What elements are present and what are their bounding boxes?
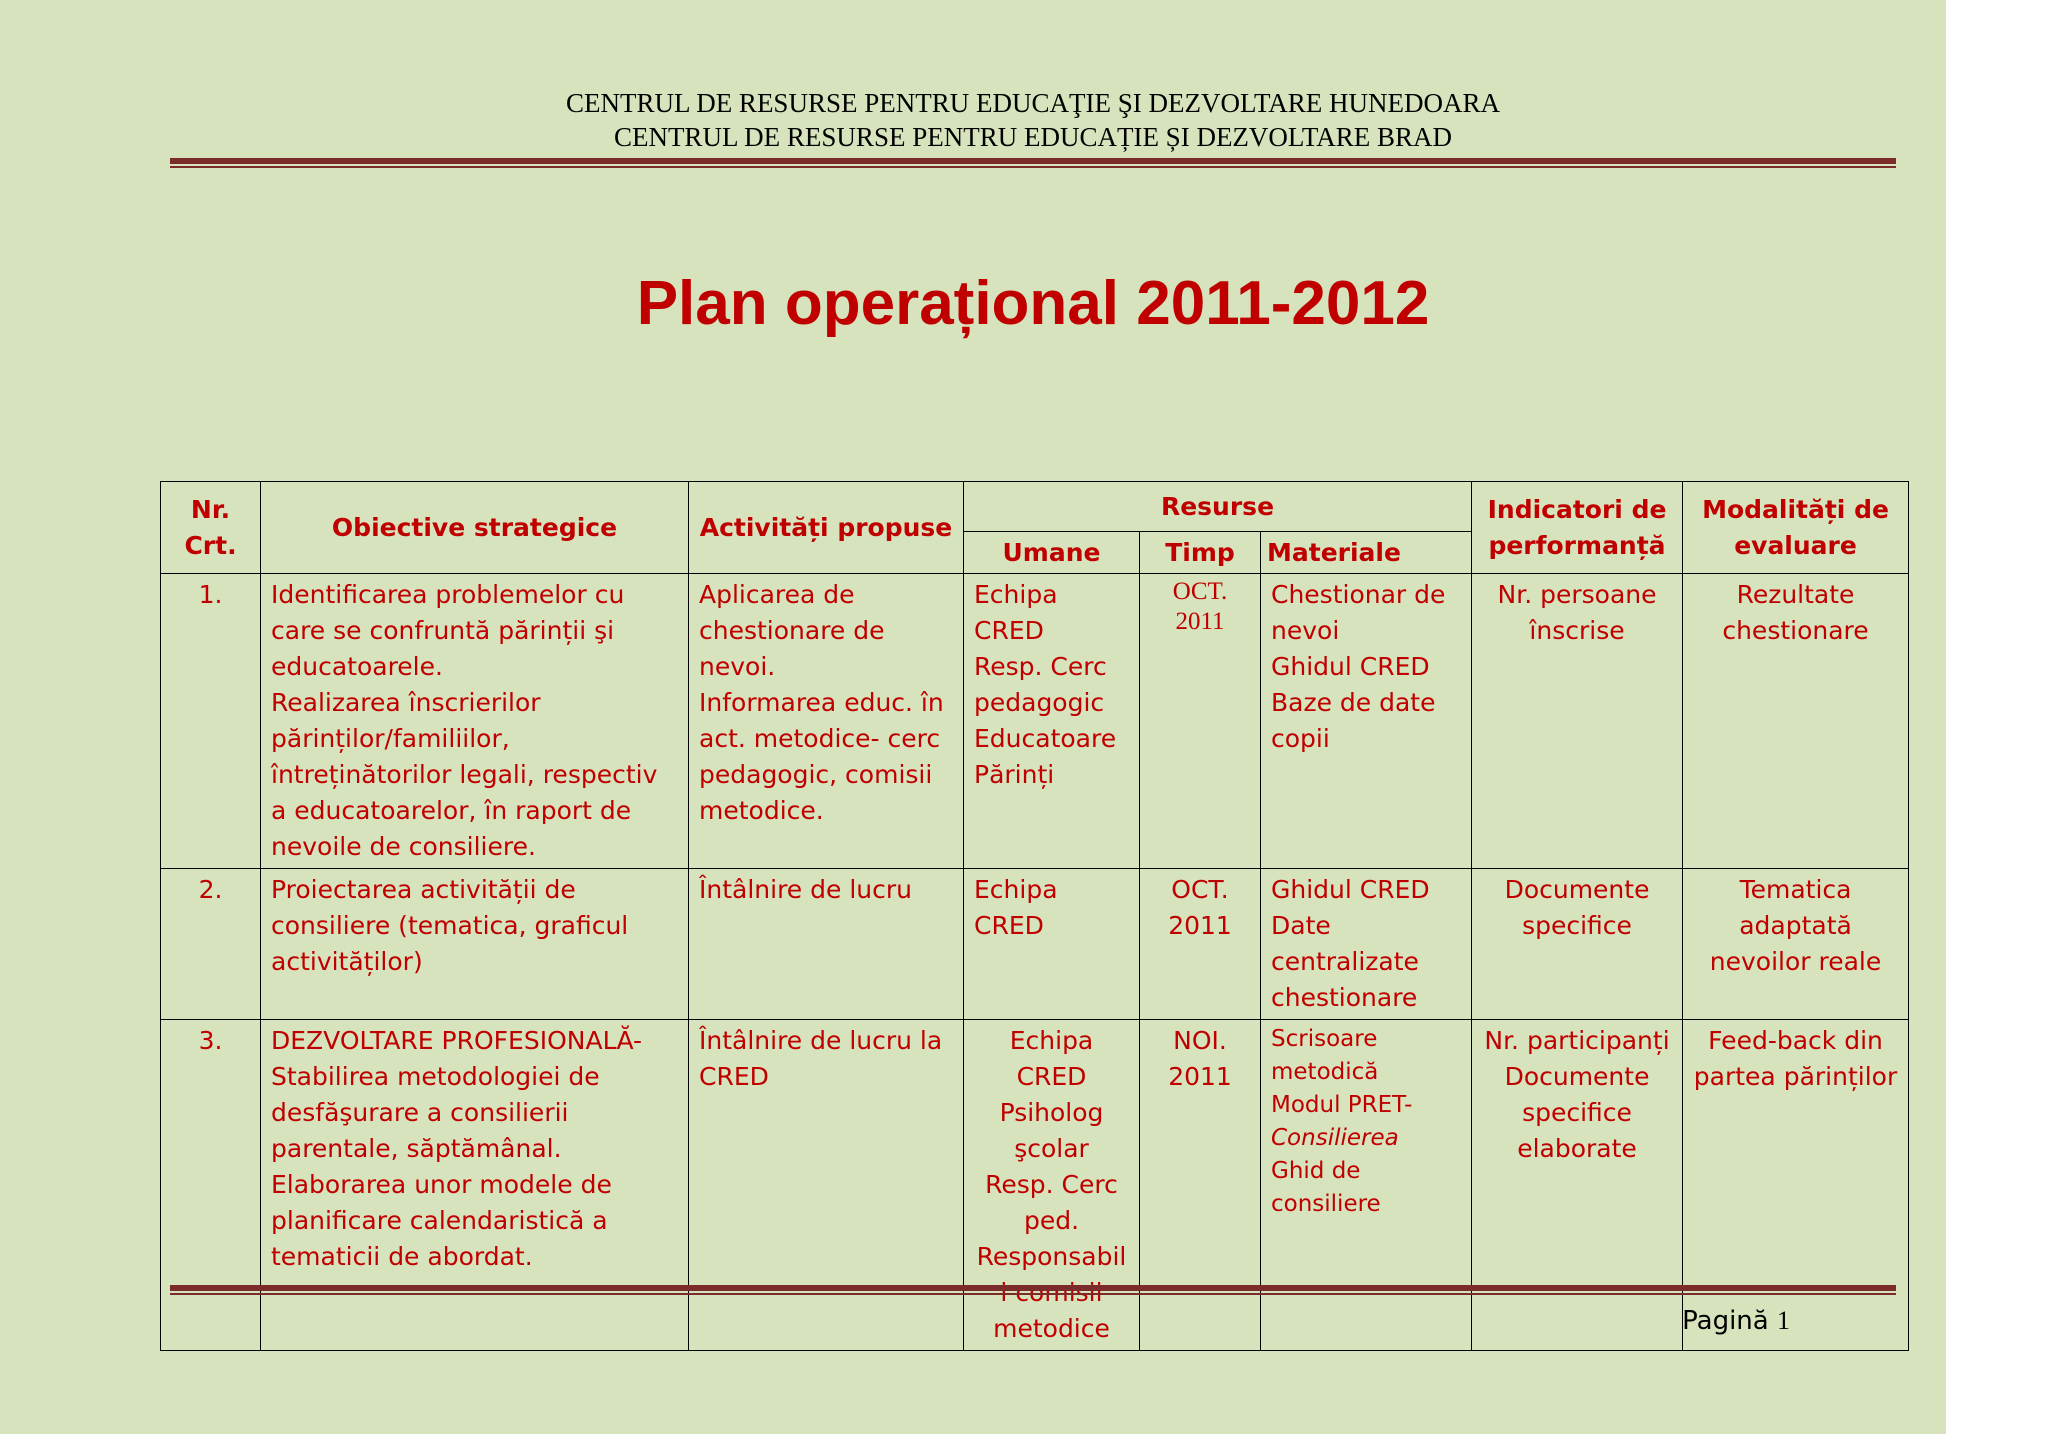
cell-text: Modul PRET- — [1271, 1092, 1413, 1118]
cell-text: Documente specifice — [1504, 875, 1650, 940]
cell-text: Echipa CRED — [1009, 1026, 1094, 1091]
page-label: Pagină — [1682, 1306, 1769, 1336]
cell-text: Consilierea — [1271, 1125, 1399, 1151]
row-obiective — [261, 869, 689, 1020]
row-umane — [964, 574, 1140, 869]
table-row — [161, 574, 1909, 869]
cell-text: DEZVOLTARE PROFESIONALĂ- Stabilirea metodologiei de desfăşurare a consilierii parentale, săptămânal. — [271, 1026, 643, 1163]
cell-text: Întâlnire de lucru — [699, 875, 912, 904]
cell-text: Ghidul CRED — [1271, 875, 1430, 904]
header-nr: Nr. Crt. — [161, 482, 261, 574]
row-activitati — [689, 574, 964, 869]
row-modalitati — [1683, 869, 1909, 1020]
cell-text: Baze de date copii — [1271, 688, 1436, 753]
cell-text: Resp. Cerc ped. — [985, 1170, 1118, 1235]
cell-text: 2011 — [1168, 1062, 1232, 1091]
header-resurse: Resurse — [964, 482, 1472, 532]
cell-text: Realizarea înscrierilor părinților/familiilor, întreținătorilor legali, respectiv a educatoarelor, în raport de nevoile de consiliere. — [271, 688, 658, 861]
row-timp — [1140, 574, 1261, 869]
header-divider — [170, 158, 1896, 168]
row-modalitati — [1683, 1020, 1909, 1351]
cell-text: 2011 — [1168, 911, 1232, 940]
cell-text: Date centralizate chestionare — [1271, 911, 1419, 1012]
institution-header — [170, 86, 1896, 154]
cell-text: Elaborarea unor modele de planificare calendaristică a tematicii de abordat. — [271, 1170, 612, 1271]
table-row — [161, 869, 1909, 1020]
row-activitati — [689, 1020, 964, 1351]
cell-text: Educatoare — [974, 724, 1117, 753]
row-timp — [1140, 869, 1261, 1020]
cell-text: Părinți — [974, 760, 1055, 789]
header-line-2: CENTRUL DE RESURSE PENTRU EDUCAȚIE ȘI DEZVOLTARE BRAD — [613, 122, 1453, 152]
header-timp: Timp — [1140, 532, 1261, 574]
cell-text: Ghid de consiliere — [1271, 1158, 1381, 1217]
cell-text: Rezultate chestionare — [1722, 580, 1869, 645]
cell-text: Echipa CRED — [974, 875, 1058, 940]
cell-text: Scrisoare metodică — [1271, 1026, 1379, 1085]
row-activitati — [689, 869, 964, 1020]
row-materiale — [1261, 574, 1472, 869]
cell-text: Psiholog şcolar — [999, 1098, 1104, 1163]
cell-text: NOI. — [1173, 1026, 1227, 1055]
cell-text: Ghidul CRED — [1271, 652, 1430, 681]
page-number-value: 1 — [1777, 1306, 1790, 1335]
cell-text: Proiectarea activității de consiliere (tematica, graficul activităților) — [271, 875, 629, 976]
row-umane — [964, 869, 1140, 1020]
header-materiale: Materiale — [1261, 532, 1472, 574]
row-materiale — [1261, 869, 1472, 1020]
row-indicatori — [1472, 869, 1683, 1020]
row-materiale — [1261, 1020, 1472, 1351]
row-timp — [1140, 1020, 1261, 1351]
page-number — [1682, 1306, 1790, 1336]
row-umane — [964, 1020, 1140, 1351]
cell-text: 2011 — [1175, 608, 1225, 635]
header-indicatori: Indicatori de performanță — [1472, 482, 1683, 574]
cell-text: Echipa CRED — [974, 580, 1058, 645]
cell-text: Informarea educ. în act. metodice- cerc pedagogic, comisii metodice. — [699, 688, 944, 825]
cell-text: OCT. — [1171, 875, 1229, 904]
operational-plan-table — [160, 481, 1909, 1351]
header-modalitati: Modalități de evaluare — [1683, 482, 1909, 574]
cell-text: Nr. persoane înscrise — [1497, 580, 1657, 645]
cell-text: Aplicarea de chestionare de nevoi. — [699, 580, 885, 681]
cell-text: Identificarea problemelor cu care se confruntă părinții şi educatoarele. — [271, 580, 625, 681]
row-modalitati — [1683, 574, 1909, 869]
row-nr: 2. — [161, 869, 261, 1020]
table-row — [161, 1020, 1909, 1351]
cell-text: Responsabil metodice — [976, 1242, 1127, 1343]
cell-text: Feed-back din partea părinților — [1693, 1026, 1898, 1091]
page-title: Plan operațional 2011-2012 — [636, 269, 1430, 338]
cell-text: Chestionar de nevoi — [1271, 580, 1446, 645]
cell-text: Tematica adaptată nevoilor reale — [1709, 875, 1882, 976]
header-line-1: CENTRUL DE RESURSE PENTRU EDUCAŢIE ŞI DEZVOLTARE HUNEDOARA — [565, 88, 1501, 118]
row-obiective — [261, 574, 689, 869]
cell-text: OCT. — [1172, 578, 1228, 605]
cell-text: Nr. participanți — [1484, 1026, 1670, 1055]
header-obiective: Obiective strategice — [261, 482, 689, 574]
cell-text: Resp. Cerc pedagogic — [974, 652, 1107, 717]
row-obiective — [261, 1020, 689, 1351]
row-indicatori — [1472, 574, 1683, 869]
cell-text: Întâlnire de lucru la CRED — [699, 1026, 943, 1091]
cell-text: Documente specifice elaborate — [1504, 1062, 1650, 1163]
footer-divider — [170, 1285, 1896, 1295]
row-nr: 3. — [161, 1020, 261, 1351]
header-activitati: Activități propuse — [689, 482, 964, 574]
row-indicatori — [1472, 1020, 1683, 1351]
row-nr: 1. — [161, 574, 261, 869]
header-umane: Umane — [964, 532, 1140, 574]
